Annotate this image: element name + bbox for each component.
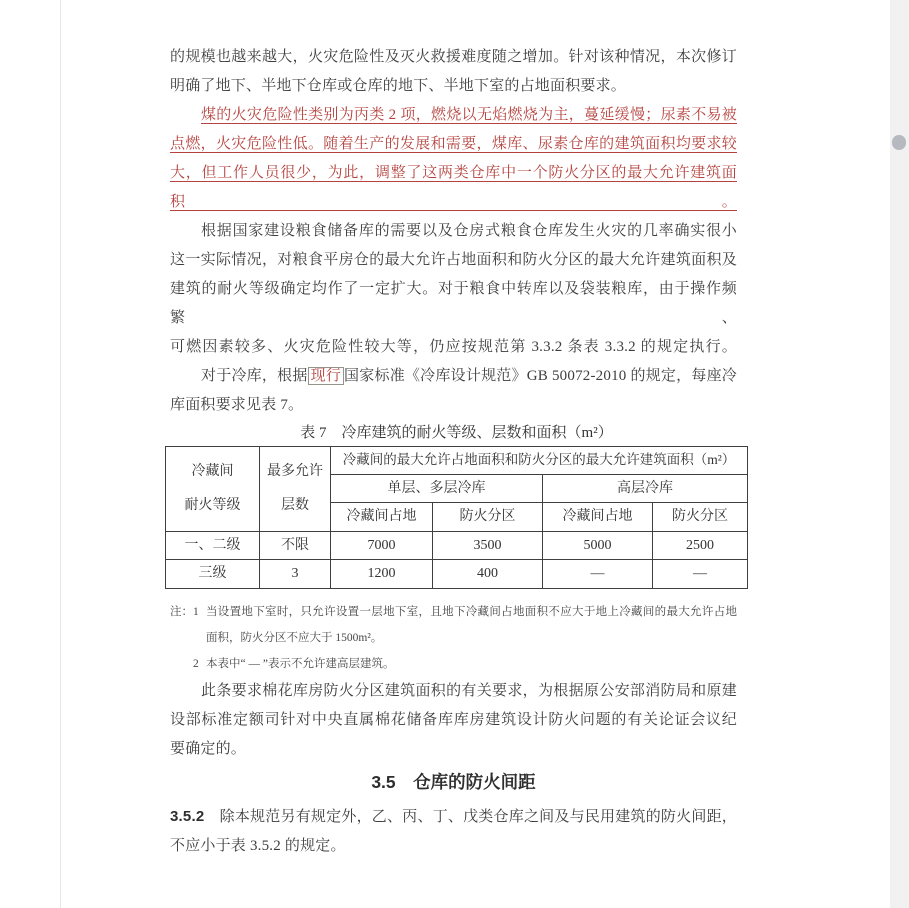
paragraph-overview [170, 43, 737, 101]
red-underlined-text: 大，但工作人员很少，为此，调整了这两类仓库中一个防火分区的最大允许建筑面积。 [170, 165, 737, 210]
note-text: 本表中“ — ”表示不允许建高层建筑。 [206, 658, 395, 670]
table-subheader: 冷藏间占地 [543, 503, 653, 532]
header-text: 最多允许 [267, 464, 323, 480]
body-line: 的规模也越来越大，火灾危险性及灭火救援难度随之增加。针对该种情况，本次修订 [170, 49, 737, 65]
body-line: 可燃因素较多、火灾危险性较大等，仍应按规范第 3.3.2 条表 3.3.2 的规定执行。 [170, 339, 737, 355]
paragraph-cotton-warehouse [170, 677, 737, 764]
clause-3-5-2 [170, 802, 737, 861]
red-underlined-text: 煤的火灾危险性类别为丙类 2 项，燃烧以无焰燃烧为主，蔓延缓慢；尿素不易被 [201, 107, 737, 123]
note-text: 当设置地下室时，只允许设置一层地下室，且地下冷藏间占地面积不应大于地上冷藏间的最大允许占地 [206, 606, 737, 618]
paragraph-grain-storage [170, 217, 737, 362]
table-cell: 1200 [331, 560, 433, 588]
table-header-fire-rating [166, 447, 260, 532]
header-text: 耐火等级 [184, 498, 241, 514]
body-line: 这一实际情况，对粮食平房仓的最大允许占地面积和防火分区的最大允许建筑面积及 [170, 252, 737, 268]
note-1 [170, 599, 737, 625]
body-line: 此条要求棉花库房防火分区建筑面积的有关要求，为根据原公安部消防局和原建 [201, 683, 737, 699]
table-cell: 3500 [433, 532, 543, 560]
table-cell: 一、二级 [166, 532, 260, 560]
document-content [170, 43, 737, 861]
body-line: 明确了地下、半地下仓库或仓库的地下、半地下室的占地面积要求。 [170, 78, 627, 94]
note-1-continued [170, 625, 737, 651]
table-cell: 3 [260, 560, 331, 588]
body-text: 对于冷库，根据 [201, 368, 308, 384]
scrollbar-thumb[interactable] [892, 135, 906, 150]
body-line [170, 802, 737, 832]
body-line: 设部标准定额司针对中央直属棉花储备库库房建筑设计防火问题的有关论证会议纪 [170, 712, 737, 728]
body-line: 要确定的。 [170, 741, 247, 757]
table-subheader: 防火分区 [433, 503, 543, 532]
table-notes [170, 599, 737, 677]
tracked-change-term: 现行 [308, 367, 344, 385]
table-cell: — [693, 566, 707, 582]
note-label: 2 [193, 658, 199, 670]
table-header-max-floors [260, 447, 331, 532]
table-7 [165, 446, 748, 589]
table-cell: 三级 [166, 560, 260, 588]
body-line: 不应小于表 3.5.2 的规定。 [170, 838, 346, 854]
table-header-span-area: 冷藏间的最大允许占地面积和防火分区的最大允许建筑面积（m²） [331, 447, 747, 475]
table-cell: — [543, 560, 653, 588]
table-7-title: 表 7 冷库建筑的耐火等级、层数和面积（m²） [300, 425, 613, 441]
revision-note-red [170, 101, 737, 217]
header-text: 层数 [281, 498, 309, 514]
note-text: 面积，防火分区不应大于 1500m²。 [206, 632, 383, 644]
body-line: 建筑的耐火等级确定均作了一定扩大。对于粮食中转库以及袋装粮库，由于操作频繁、 [170, 281, 737, 326]
note-label: 注：1 [170, 606, 199, 618]
table-subheader: 冷藏间占地 [331, 503, 433, 532]
body-line [170, 362, 737, 391]
table-cell: 5000 [543, 532, 653, 560]
table-cell: 7000 [331, 532, 433, 560]
table-cell: 400 [433, 560, 543, 588]
paragraph-cold-storage [170, 362, 737, 420]
body-text: 除本规范另有规定外，乙、丙、丁、戊类仓库之间及与民用建筑的防火间距， [204, 809, 737, 825]
body-line: 根据国家建设粮食储备库的需要以及仓房式粮食仓库发生火灾的几率确实很小 [201, 223, 737, 239]
table-cell: 2500 [653, 532, 747, 560]
note-2 [170, 651, 737, 677]
table-header-highrise: 高层冷库 [543, 475, 747, 503]
body-text: 国家标准《冷库设计规范》GB 50072-2010 的规定，每座冷 [344, 368, 737, 384]
table-subheader: 防火分区 [653, 503, 747, 532]
table-header-single-multi: 单层、多层冷库 [331, 475, 543, 503]
page-left-rule [60, 0, 61, 908]
header-text: 冷藏间 [191, 464, 234, 480]
section-heading-3-5: 3.5 仓库的防火间距 [371, 772, 536, 792]
note-label [170, 625, 206, 651]
body-line: 库面积要求见表 7。 [170, 397, 304, 413]
clause-number: 3.5.2 [170, 808, 205, 825]
red-underlined-text: 点燃，火灾危险性低。随着生产的发展和需要，煤库、尿素仓库的建筑面积均要求较 [170, 136, 737, 152]
table-cell: 不限 [260, 532, 331, 560]
